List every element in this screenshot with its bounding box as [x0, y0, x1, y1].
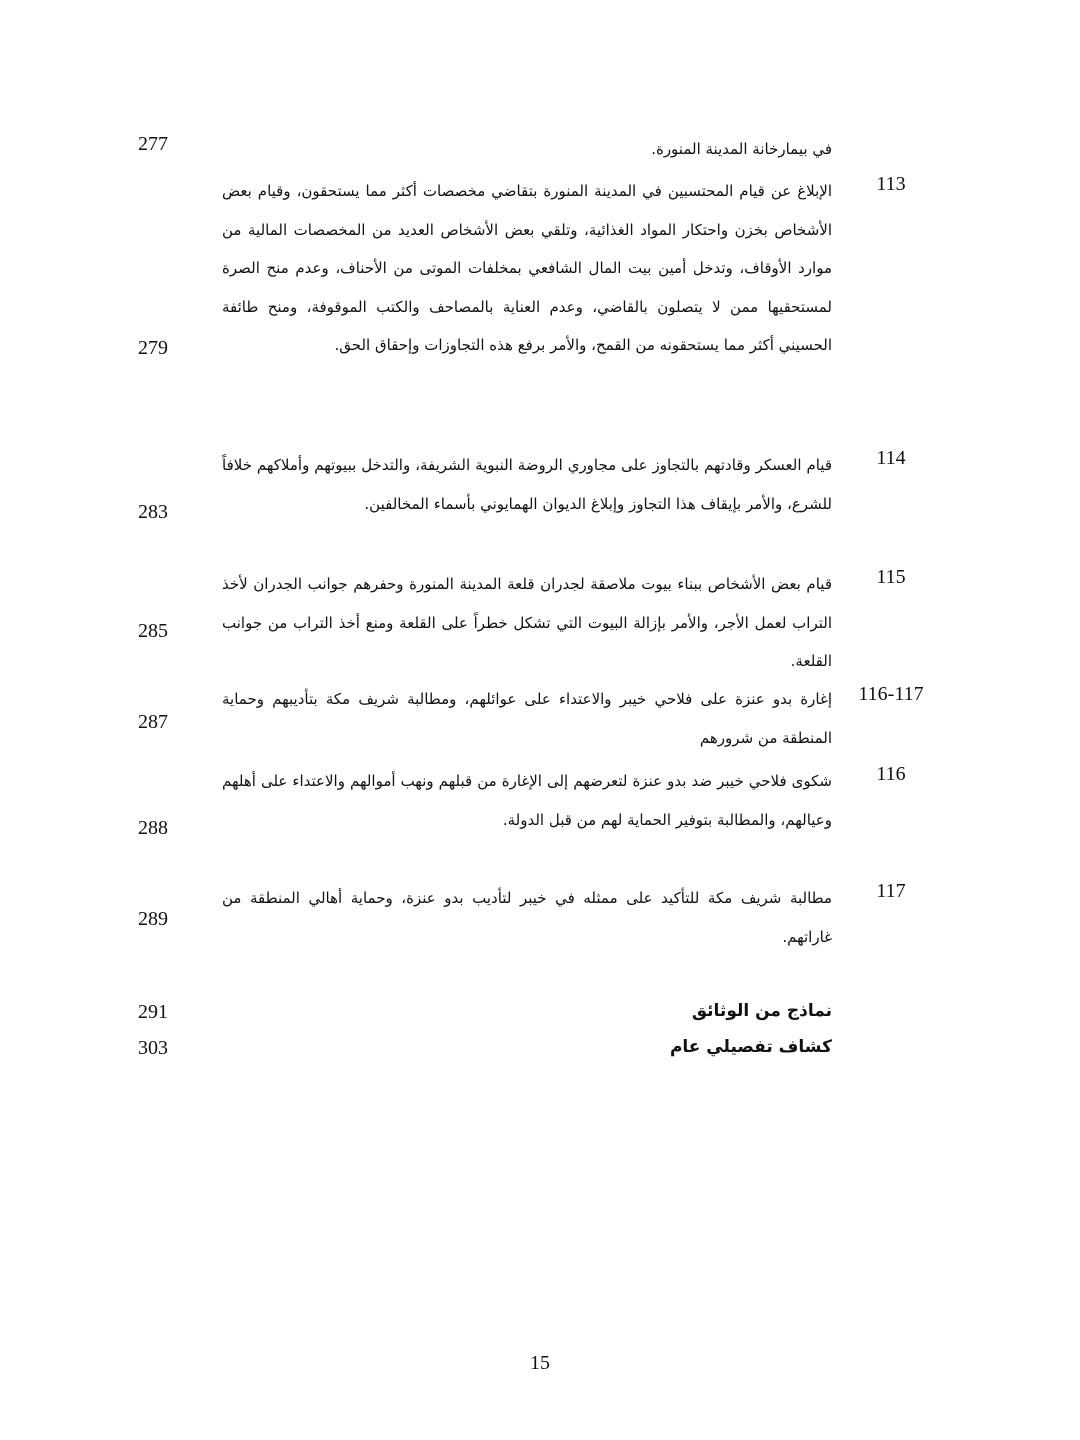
entry-page-number: 279 — [138, 337, 168, 359]
section-title: كشاف تفصيلي عام — [669, 1037, 832, 1057]
entry-number: 116 — [876, 763, 906, 785]
entry-page-number: 289 — [138, 908, 168, 930]
entry-page-number: 287 — [138, 711, 168, 733]
page-footer-number: 15 — [530, 1352, 550, 1374]
section-page-number: 303 — [138, 1037, 168, 1059]
entry-number: 114 — [876, 447, 906, 469]
entry-description: قيام بعض الأشخاص ببناء بيوت ملاصقة لجدران قلعة المدينة المنورة وحفرهم جوانب الجدران لأخذ التراب لعمل الأجر، والأمر بإزالة البيوت التي تشكل خطراً على القلعة ومنع أخذ التراب من جوانب القلعة. — [222, 575, 832, 670]
entry-page-number: 283 — [138, 501, 168, 523]
entry-number: 113 — [876, 173, 906, 195]
entry-page-number: 277 — [138, 133, 168, 155]
section-page-number: 291 — [138, 1001, 168, 1023]
entry-page-number: 285 — [138, 620, 168, 642]
entry-number: 115 — [876, 566, 906, 588]
entry-description: شكوى فلاحي خيبر ضد بدو عنزة لتعرضهم إلى الإغارة من قبلهم ونهب أموالهم والاعتداء على أهلهم وعيالهم، والمطالبة بتوفير الحماية لهم من قبل الدولة. — [222, 772, 832, 829]
entry-description: في بيمارخانة المدينة المنورة. — [651, 140, 832, 158]
entry-number: 117 — [876, 880, 906, 902]
entry-number: 116-117 — [858, 683, 924, 705]
entry-description: إغارة بدو عنزة على فلاحي خيبر والاعتداء على عوائلهم، ومطالبة شريف مكة بتأديبهم وحماية المنطقة من شرورهم — [222, 690, 832, 747]
section-title: نماذج من الوثائق — [691, 1001, 832, 1021]
entry-page-number: 288 — [138, 817, 168, 839]
entry-description: قيام العسكر وقادتهم بالتجاوز على مجاوري الروضة النبوية الشريفة، والتدخل ببيوتهم وأملاكهم خلافاً للشرع، والأمر بإيقاف هذا التجاوز وإبلاغ الديوان الهمايوني بأسماء المخالفين. — [222, 456, 832, 513]
entry-description: مطالبة شريف مكة للتأكيد على ممثله في خيبر لتأديب بدو عنزة، وحماية أهالي المنطقة من غاراتهم. — [222, 889, 832, 946]
entry-description: الإبلاغ عن قيام المحتسبين في المدينة المنورة بتقاضي مخصصات أكثر مما يستحقون، وقيام بعض الأشخاص بخزن واحتكار المواد الغذائية، وتلقي بعض الأشخاص العديد من المخصصات المالية من موارد الأوقاف، وتدخل أمين بيت المال الشافعي بمخلفات الموتى من الأحناف، وعدم منح الصرة لمستحقيها ممن لا يتصلون بالقاضي، وعدم العناية بالمصاحف والكتب الموقوفة، ومنح طائفة الحسيني أكثر مما يستحقونه من القمح، والأمر برفع هذه التجاوزات وإحقاق الحق. — [222, 182, 832, 354]
